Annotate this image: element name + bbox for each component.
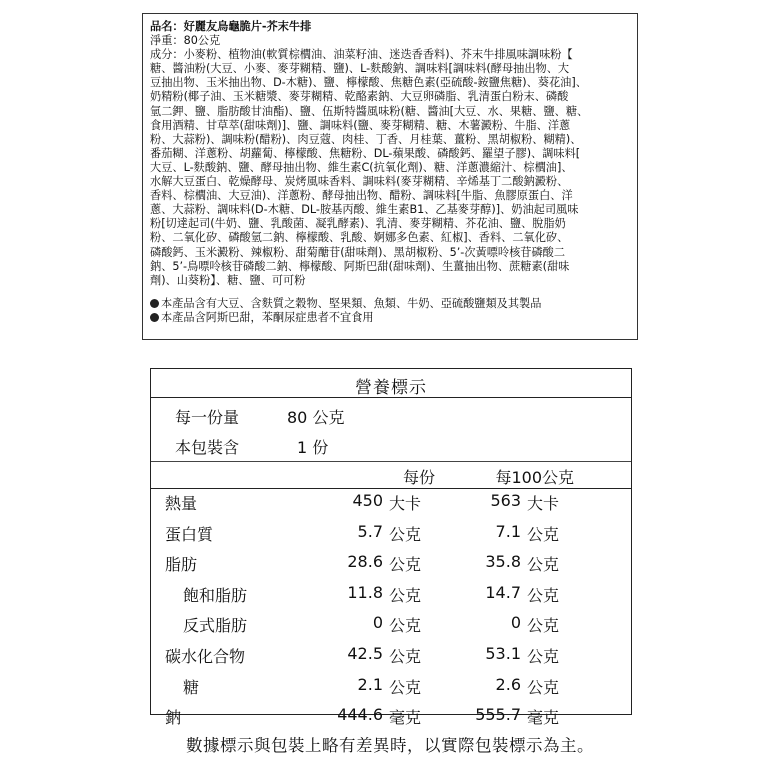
nutrient-unit: 公克 [527,555,560,575]
ingredient-line: 水解大豆蛋白、乾燥酵母、炭烤風味香料、調味料(麥芽糊精、辛烯基丁二酸鈉澱粉、 [150,175,569,189]
nutrient-unit: 公克 [389,677,422,697]
product-name-line [150,20,630,34]
nutrient-per-100g: 35.8 [485,552,521,572]
serving-size-label: 每一份量 [175,408,240,427]
nutrient-name: 飽和脂肪 [183,585,248,605]
nutrient-name: 熱量 [165,494,198,513]
ingredient-line: 粉、二氧化矽、磷酸氫二鈉、檸檬酸、乳酸、婀娜多色素、紅椒]、香料、二氧化矽、 [150,231,569,245]
net-weight: 80公克 [183,34,221,48]
nutrient-per-100g: 563 [490,491,521,510]
nutrient-per-100g: 7.1 [495,521,521,541]
ingredient-line: 粉、大蒜粉)、調味粉(醋粉)、肉豆蔻、肉桂、丁香、月桂葉、薑粉、黑胡椒粉、糊精)、 [150,132,582,146]
ingredient-line: 磷酸鈣、玉米澱粉、辣椒粉、甜菊醣苷(甜味劑)、黑胡椒粉、5’-次黃嘌呤核苷磷酸二 [150,245,566,259]
nutrient-name: 蛋白質 [165,524,214,544]
ingredient-line: 大豆、L-麩酸鈉、鹽、酵母抽出物、維生素C(抗氧化劑)、糖、洋蔥濃縮汁、棕櫚油]、 [150,160,573,174]
ingredient-line: 劑)、山葵粉】、糖、鹽、可可粉 [150,273,306,287]
nutrient-unit: 公克 [389,555,422,575]
servings-per-package-label: 本包裝含 [175,438,240,457]
nutrient-unit: 公克 [389,585,422,605]
column-header-per-100g: 每100公克 [495,468,574,487]
ingredient-line: 成分：小麥粉、植物油(軟質棕櫚油、油菜籽油、迷迭香香料)、芥末牛排風味調味粉【 [150,48,573,62]
nutrient-per-serving: 5.7 [357,521,383,541]
nutrient-unit: 大卡 [527,494,560,513]
nutrient-name: 碳水化合物 [165,647,246,666]
nutrient-unit: 公克 [527,647,560,666]
nutrient-per-serving: 42.5 [347,644,383,663]
nutrient-unit: 公克 [527,677,560,697]
serving-size-value: 80 公克 [287,408,345,427]
nutrient-unit: 公克 [527,524,560,544]
ingredient-line: 氫二鉀、鹽、脂肪酸甘油酯)、鹽、伍斯特醬風味粉(糖、醬油[大豆、水、果糖、鹽、糖、 [150,104,589,118]
ingredient-line: 糖、醬油粉(大豆、小麥、麥芽糊精、鹽)、L-麩酸鈉、調味料[調味料(酵母抽出物、大 [150,62,570,76]
nutrient-name: 脂肪 [165,555,198,575]
aspartame-note-text: 本產品含阿斯巴甜，苯酮尿症患者不宜食用 [161,310,374,324]
product-name-label: 品名： [150,20,184,33]
ingredient-line: 香料、棕櫚油、大豆油)、洋蔥粉、酵母抽出物、醋粉、調味料[牛脂、魚膠原蛋白、洋 [150,189,573,203]
ingredient-line: 蔥、大蒜粉、調味料(D-木糖、DL-胺基丙酸、維生素B1、乙基麥芽醇)]、奶油起司風味 [150,203,579,217]
nutrient-unit: 毫克 [527,708,560,728]
product-name: 好麗友烏龜脆片-芥末牛排 [183,20,312,33]
nutrient-unit: 公克 [527,616,560,636]
nutrient-per-100g: 0 [510,613,521,633]
ingredient-line: 鈉、5’-鳥嘌呤核苷磷酸二鈉、檸檬酸、阿斯巴甜(甜味劑)、生薑抽出物、蔗糖素(甜味 [150,259,570,273]
nutrient-unit: 公克 [389,616,422,636]
nutrient-per-100g: 53.1 [485,644,521,663]
divider [151,488,631,489]
nutrient-unit: 公克 [389,524,422,544]
servings-per-package-value: 1 份 [297,438,329,457]
nutrient-per-serving: 2.1 [357,674,383,694]
nutrient-unit: 毫克 [389,708,422,728]
ingredient-line: 番茄糊、洋蔥粉、胡蘿蔔、檸檬酸、焦糖粉、DL-蘋果酸、磷酸鈣、羅望子膠)、調味料[ [150,146,581,160]
nutrient-name: 反式脂肪 [183,616,248,636]
allergen-note-text: 本產品含有大豆、含麩質之穀物、堅果類、魚類、牛奶、亞硫酸鹽類及其製品 [161,296,542,310]
bullet-icon [150,299,159,308]
ingredient-line: 豆抽出物、玉米抽出物、D-木糖)、鹽、檸檬酸、焦糖色素(亞硫酸-銨鹽焦糖)、葵花油]、 [150,76,587,90]
aspartame-note [150,311,630,325]
allergen-note [150,297,630,311]
nutrient-name: 鈉 [165,708,182,728]
footnote: 數據標示與包裝上略有差異時，以實際包裝標示為主。 [186,736,594,755]
nutrient-per-serving: 28.6 [347,552,383,572]
nutrient-unit: 大卡 [389,494,422,513]
nutrient-per-100g: 555.7 [475,705,521,725]
ingredient-box [142,13,638,340]
nutrition-table [150,368,632,728]
nutrient-unit: 公克 [527,585,560,605]
nutrient-name: 糖 [183,677,200,697]
column-header-per-serving: 每份 [402,468,435,487]
ingredient-list [150,48,630,288]
nutrient-per-serving: 11.8 [347,582,383,602]
nutrient-per-serving: 444.6 [337,705,383,725]
ingredient-line: 奶精粉(椰子油、玉米糖漿、麥芽糊精、乾酪素鈉、大豆卵磷脂、乳清蛋白粉末、磷酸 [150,90,569,104]
ingredient-line: 食用酒精、甘草萃(甜味劑)]、鹽、調味料(鹽、麥芽糊精、糖、木薯澱粉、牛脂、洋蔥 [150,118,571,132]
nutrient-per-serving: 0 [372,613,383,633]
net-weight-label: 淨重： [150,34,184,48]
net-weight-line [150,34,630,48]
ingredient-line: 粉[切達起司(牛奶、鹽、乳酸菌、凝乳酵素)、乳清、麥芽糊精、芥花油、鹽、脫脂奶 [150,217,566,231]
nutrient-per-100g: 14.7 [485,582,521,602]
nutrient-per-serving: 450 [352,491,383,510]
nutrient-unit: 公克 [389,647,422,666]
nutrient-per-100g: 2.6 [495,674,521,694]
divider [151,397,631,398]
bullet-icon [150,313,159,322]
nutrition-title: 營養標示 [355,378,427,398]
divider [151,461,631,462]
